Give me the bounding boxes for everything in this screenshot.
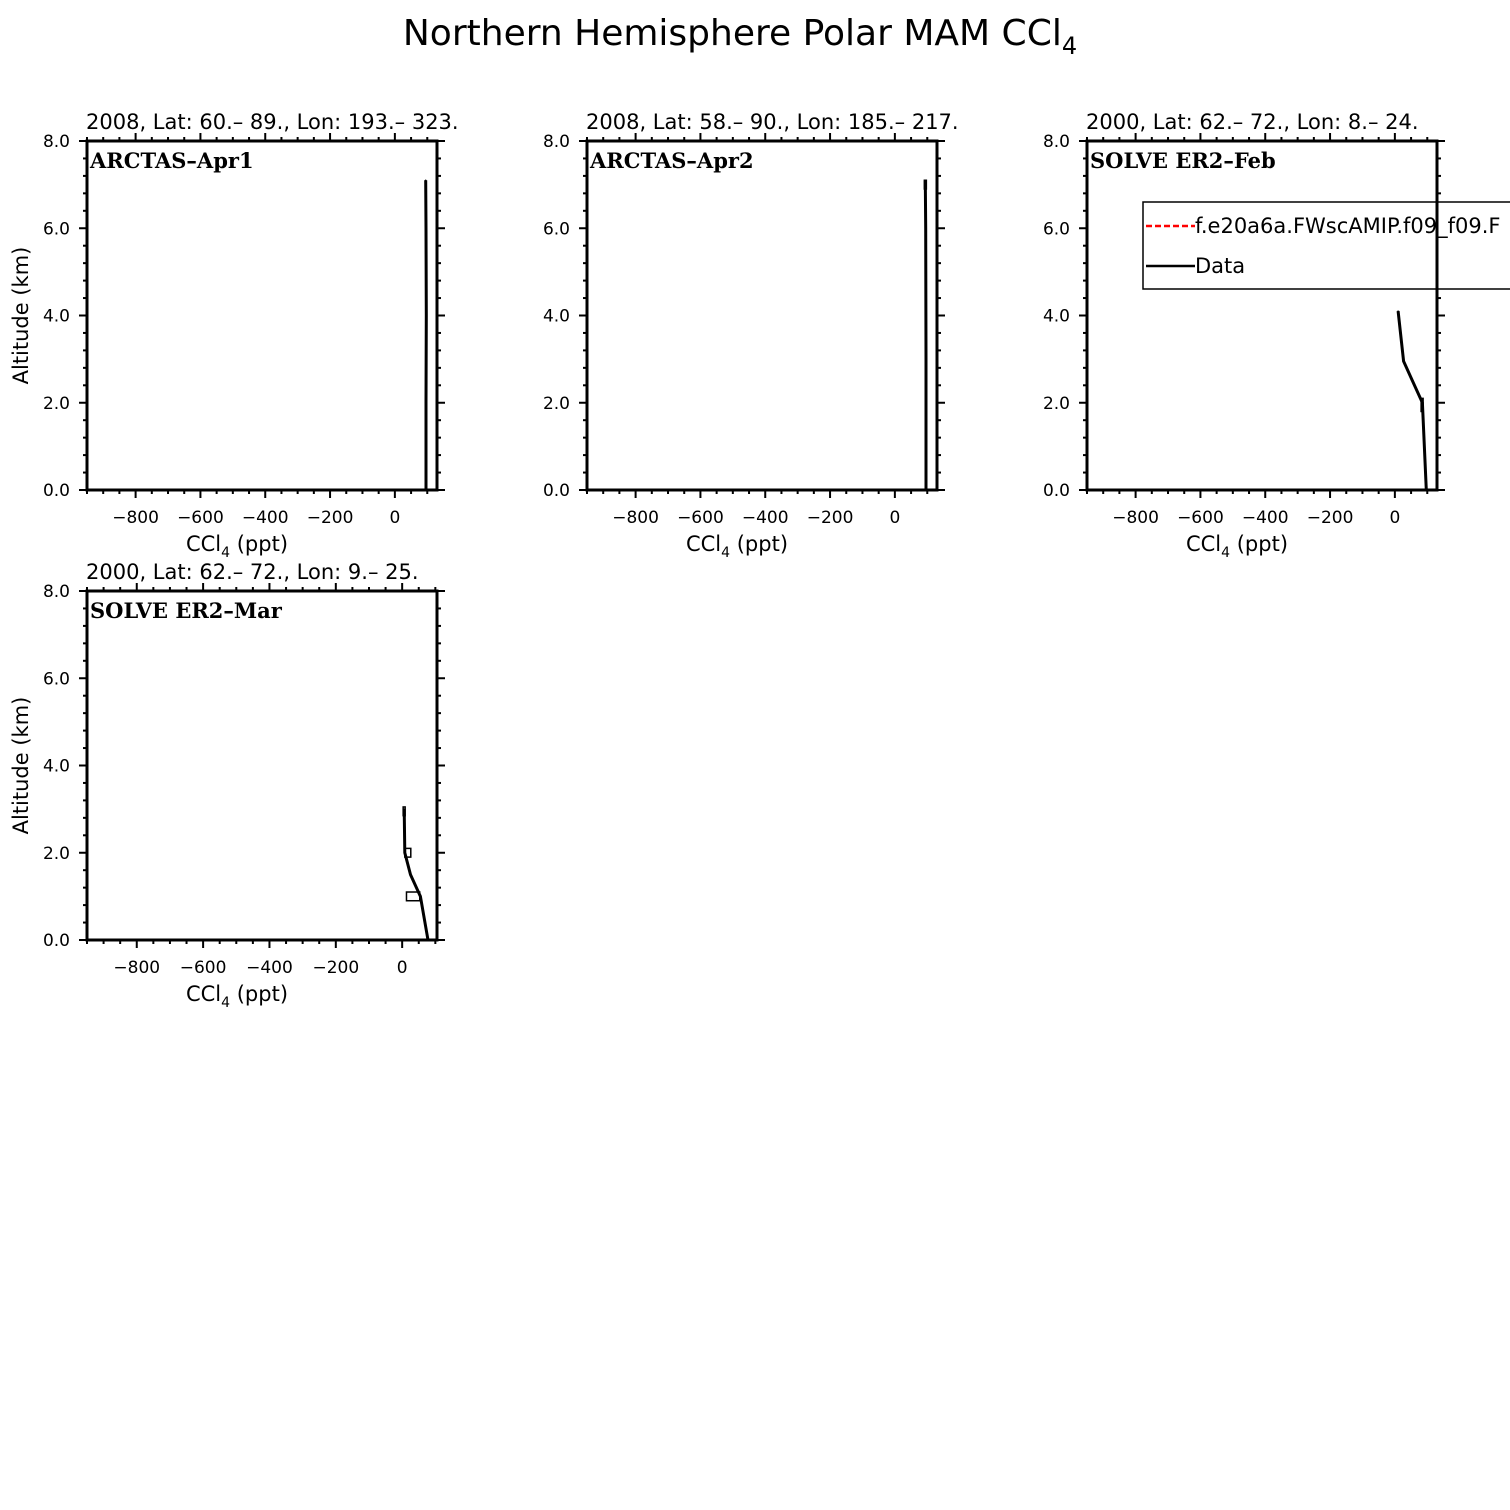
- x-axis-label-unit: (ppt): [230, 532, 289, 556]
- data-point: [1426, 489, 1428, 491]
- data-point: [925, 227, 927, 229]
- x-axis-label-sub: 4: [721, 545, 731, 561]
- chart-panel-3: [1043, 110, 1510, 561]
- y-tick-label: 4.0: [42, 756, 70, 777]
- x-tick-label: 0: [389, 508, 401, 528]
- x-axis-label-main: CCl: [1185, 532, 1222, 556]
- data-point: [925, 489, 927, 491]
- plot-frame: [87, 141, 437, 490]
- y-tick-label: 2.0: [542, 393, 570, 414]
- y-tick-label: 0.0: [42, 481, 70, 501]
- panel-header: 2008, Lat: 58.– 90., Lon: 185.– 217.: [586, 110, 959, 134]
- plot-frame: [1087, 141, 1437, 490]
- y-tick-label: 2.0: [42, 843, 70, 864]
- chart-panel-2: [543, 110, 959, 561]
- y-tick-label: 2.0: [42, 393, 70, 414]
- panel-header: 2008, Lat: 60.– 89., Lon: 193.– 323.: [86, 110, 459, 134]
- x-tick-label: −200: [806, 508, 854, 528]
- y-tick-label: 8.0: [42, 132, 70, 152]
- x-tick-label: −600: [179, 958, 227, 978]
- x-axis-label-main: CCl: [185, 532, 222, 556]
- x-axis-label: [1186, 532, 1288, 561]
- x-tick-label: −800: [1112, 508, 1159, 528]
- y-tick-label: 6.0: [1042, 219, 1070, 240]
- y-tick-label: 4.0: [42, 306, 70, 327]
- x-axis-label-main: CCl: [185, 982, 222, 1006]
- x-axis-label-main: CCl: [685, 532, 722, 556]
- data-point: [1397, 310, 1399, 312]
- y-tick-label: 4.0: [1042, 306, 1070, 327]
- x-tick-label: −400: [241, 508, 289, 528]
- campaign-label: ARCTAS–Apr2: [590, 148, 754, 173]
- figure-title: Northern Hemisphere Polar MAM CCl$_4$: [402, 13, 1078, 60]
- x-tick-label: −400: [246, 958, 293, 978]
- x-tick-label: 0: [396, 958, 408, 978]
- x-tick-label: −400: [1241, 508, 1289, 528]
- legend-label: f.e20a6a.FWscAMIP.f09_f09.F: [1195, 214, 1501, 238]
- data-series-line: [1398, 311, 1426, 490]
- data-point: [425, 489, 427, 491]
- data-point: [1403, 361, 1405, 363]
- data-series-line: [426, 180, 427, 490]
- y-tick-label: 8.0: [542, 132, 570, 152]
- y-tick-label: 2.0: [1042, 393, 1070, 414]
- y-tick-label: 0.0: [42, 931, 70, 951]
- data-point: [425, 179, 427, 181]
- y-tick-label: 4.0: [542, 306, 570, 327]
- x-tick-label: −200: [312, 958, 360, 978]
- data-point: [410, 874, 412, 876]
- plot-frame: [87, 591, 437, 940]
- y-tick-label: 0.0: [1042, 481, 1070, 501]
- data-point: [925, 358, 927, 360]
- x-axis-label: [186, 532, 288, 561]
- y-axis-label: Altitude (km): [9, 696, 33, 835]
- y-tick-label: 8.0: [1042, 132, 1070, 152]
- campaign-label: SOLVE ER2–Mar: [90, 598, 282, 623]
- y-tick-label: 8.0: [42, 582, 70, 602]
- data-point: [425, 227, 427, 229]
- plot-frame: [587, 141, 937, 490]
- x-axis-label-sub: 4: [221, 995, 231, 1011]
- x-tick-label: −800: [612, 508, 659, 528]
- x-axis-label-unit: (ppt): [730, 532, 789, 556]
- x-axis-label-unit: (ppt): [230, 982, 289, 1006]
- chart-panel-1: [9, 110, 459, 561]
- x-axis-label: [186, 982, 288, 1011]
- panel-header: 2000, Lat: 62.– 72., Lon: 9.– 25.: [86, 560, 419, 584]
- x-tick-label: −800: [113, 958, 161, 978]
- campaign-label: ARCTAS–Apr1: [90, 148, 254, 173]
- panel-header: 2000, Lat: 62.– 72., Lon: 8.– 24.: [1086, 110, 1419, 134]
- x-tick-label: 0: [1389, 508, 1401, 528]
- data-point: [427, 939, 429, 941]
- x-axis-label-sub: 4: [221, 545, 231, 561]
- legend: [1143, 202, 1510, 289]
- x-axis-label-sub: 4: [1221, 545, 1231, 561]
- legend-label: Data: [1195, 254, 1246, 278]
- y-tick-label: 6.0: [42, 669, 70, 690]
- y-axis-label: Altitude (km): [9, 246, 33, 385]
- x-tick-label: −800: [112, 508, 159, 528]
- y-tick-label: 6.0: [42, 219, 70, 240]
- y-tick-label: 6.0: [542, 219, 570, 240]
- x-tick-label: −400: [741, 508, 789, 528]
- data-series-line: [925, 180, 926, 490]
- data-point: [404, 830, 406, 832]
- x-axis-label: [686, 532, 788, 561]
- x-tick-label: 0: [889, 508, 901, 528]
- x-axis-label-unit: (ppt): [1230, 532, 1289, 556]
- data-point: [425, 402, 427, 404]
- x-tick-label: −200: [1306, 508, 1354, 528]
- data-point: [426, 315, 428, 317]
- y-tick-label: 0.0: [542, 481, 570, 501]
- data-series-line: [404, 809, 428, 940]
- x-tick-label: −600: [177, 508, 224, 528]
- x-tick-label: −600: [1177, 508, 1224, 528]
- x-tick-label: −600: [677, 508, 724, 528]
- x-tick-label: −200: [306, 508, 354, 528]
- campaign-label: SOLVE ER2–Feb: [1090, 148, 1276, 173]
- chart-panel-4: [9, 560, 445, 1011]
- chart-panels: [9, 110, 1510, 1011]
